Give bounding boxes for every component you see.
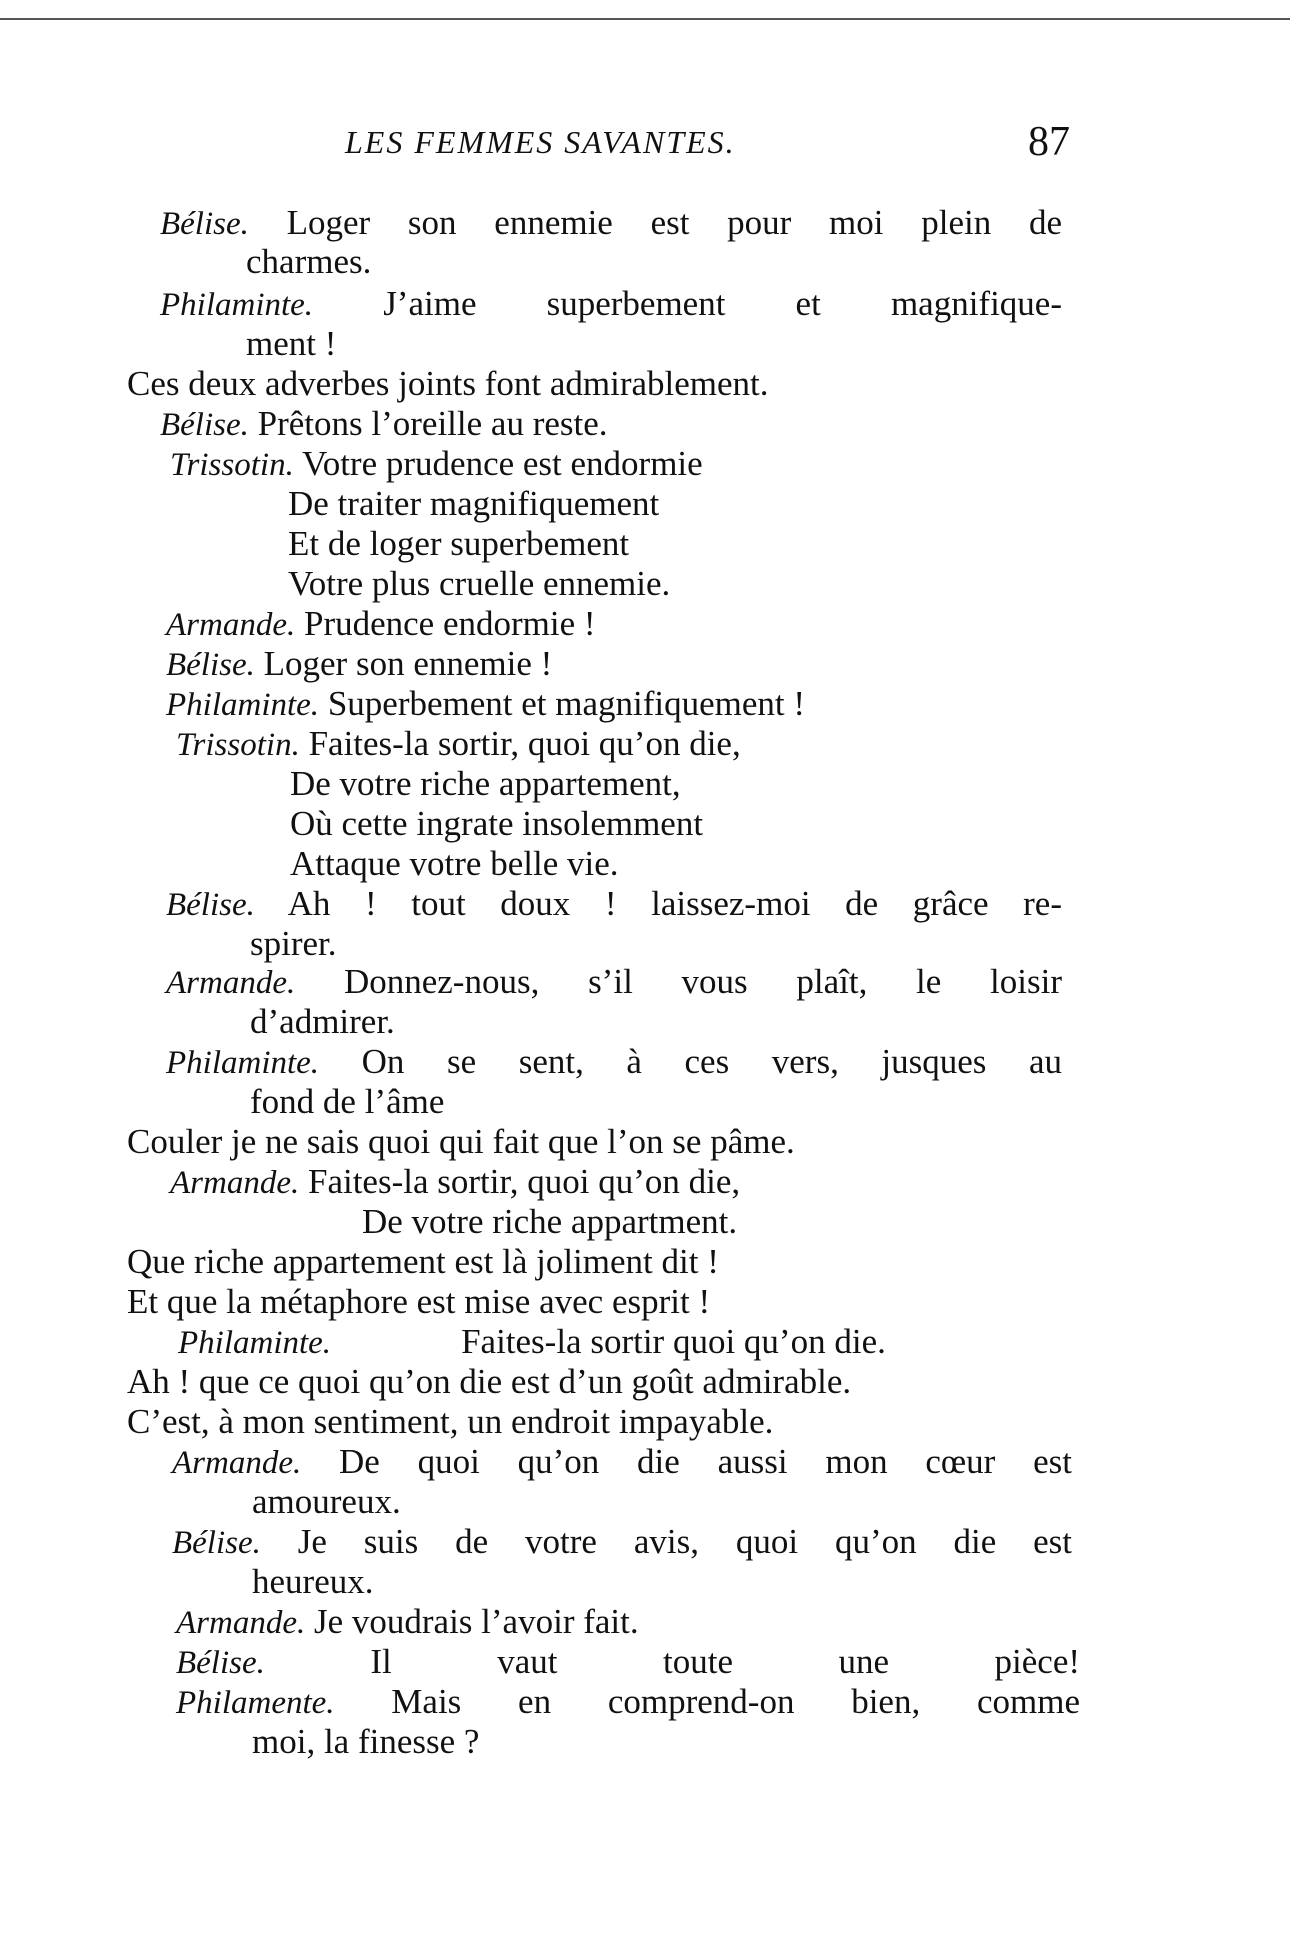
line-text: d’admirer. bbox=[250, 1002, 395, 1041]
text-line bbox=[246, 324, 336, 364]
line-text: Attaque votre belle vie. bbox=[290, 844, 619, 883]
text-line bbox=[166, 604, 596, 644]
speaker-name: Armande. bbox=[166, 965, 296, 1001]
text-line bbox=[290, 804, 703, 844]
speaker-name: Bélise. bbox=[176, 1645, 265, 1681]
text-line bbox=[160, 404, 608, 444]
line-text: Je suis de votre avis, quoi qu’on die est bbox=[260, 1522, 1072, 1561]
line-text: amoureux. bbox=[252, 1482, 401, 1521]
text-line bbox=[127, 1362, 851, 1402]
line-text: Mais en comprend-on bien, comme bbox=[334, 1682, 1080, 1721]
text-line bbox=[176, 1602, 639, 1642]
text-line bbox=[127, 1122, 795, 1162]
line-text: De votre riche appartment. bbox=[362, 1202, 738, 1241]
speaker-name: Armande. bbox=[176, 1605, 306, 1641]
text-line bbox=[176, 1642, 1080, 1682]
text-line bbox=[160, 203, 1062, 243]
text-line bbox=[362, 1202, 737, 1242]
speaker-name: Philaminte. bbox=[166, 1045, 320, 1081]
text-line bbox=[127, 1282, 710, 1322]
line-text: Ces deux adverbes joints font admirablement. bbox=[127, 364, 769, 403]
speaker-name: Bélise. bbox=[166, 887, 255, 923]
speaker-name: Philaminte. bbox=[166, 687, 320, 723]
text-line bbox=[288, 484, 659, 524]
text-line bbox=[250, 1082, 444, 1122]
line-text: Votre prudence est endormie bbox=[293, 444, 703, 483]
text-line bbox=[170, 1162, 740, 1202]
line-text: Et de loger superbement bbox=[288, 524, 630, 563]
text-line bbox=[176, 1682, 1080, 1722]
speaker-name: Bélise. bbox=[160, 407, 249, 443]
line-text: Où cette ingrate insolemment bbox=[290, 804, 704, 843]
line-text: Il vaut toute une pièce! bbox=[370, 1642, 1081, 1681]
line-text: Faites-la sortir quoi qu’on die. bbox=[461, 1322, 886, 1361]
text-line bbox=[170, 444, 703, 484]
text-line bbox=[127, 1242, 719, 1282]
line-text: Je voudrais l’avoir fait. bbox=[305, 1602, 639, 1641]
speaker-name: Armande. bbox=[170, 1165, 300, 1201]
line-text: Loger son ennemie est pour moi plein de bbox=[248, 203, 1062, 242]
text-line bbox=[172, 1442, 1072, 1482]
text-line bbox=[252, 1482, 401, 1522]
speaker-name: Philaminte. bbox=[160, 287, 314, 323]
text-line bbox=[252, 1562, 373, 1602]
line-text: J’aime superbement et magnifique- bbox=[313, 284, 1062, 323]
line-text: Votre plus cruelle ennemie. bbox=[288, 564, 671, 603]
speaker-name: Armande. bbox=[166, 607, 296, 643]
line-text: heureux. bbox=[252, 1562, 374, 1601]
text-line bbox=[288, 524, 629, 564]
text-line bbox=[166, 962, 1062, 1002]
line-text: Ah ! que ce quoi qu’on die est d’un goût admirable. bbox=[127, 1362, 852, 1401]
speaker-name: Bélise. bbox=[172, 1525, 261, 1561]
line-text: Faites-la sortir, quoi qu’on die, bbox=[299, 1162, 741, 1201]
line-text: fond de l’âme bbox=[250, 1082, 445, 1121]
text-line bbox=[166, 684, 805, 724]
text-line bbox=[250, 1002, 395, 1042]
line-text: De quoi qu’on die aussi mon cœur est bbox=[301, 1442, 1072, 1481]
text-line bbox=[290, 844, 618, 884]
line-text: Superbement et magnifiquement ! bbox=[319, 684, 806, 723]
line-text: Ah ! tout doux ! laissez-moi de grâce re- bbox=[254, 884, 1062, 923]
line-text: De votre riche appartement, bbox=[290, 764, 681, 803]
line-text: ment ! bbox=[246, 324, 337, 363]
line-text: Et que la métaphore est mise avec esprit ! bbox=[127, 1282, 711, 1321]
text-line bbox=[127, 1402, 773, 1442]
line-text: Faites-la sortir, quoi qu’on die, bbox=[299, 724, 741, 763]
text-line bbox=[127, 364, 769, 404]
speaker-name: Philaminte. bbox=[178, 1325, 332, 1361]
text-line bbox=[252, 1722, 479, 1762]
text-line bbox=[250, 924, 337, 964]
text-line bbox=[288, 564, 670, 604]
speaker-name: Bélise. bbox=[166, 647, 255, 683]
page-number: 87 bbox=[1028, 119, 1070, 165]
line-text: charmes. bbox=[246, 242, 372, 281]
speaker-name: Trissotin. bbox=[170, 447, 294, 483]
line-text: On se sent, à ces vers, jusques au bbox=[319, 1042, 1062, 1081]
line-text: Que riche appartement est là joliment dit ! bbox=[127, 1242, 719, 1281]
text-line bbox=[176, 724, 741, 764]
line-text: moi, la finesse ? bbox=[252, 1722, 480, 1761]
text-line bbox=[166, 644, 552, 684]
text-line bbox=[172, 1522, 1072, 1562]
line-text: spirer. bbox=[250, 924, 337, 963]
text-line bbox=[178, 1322, 886, 1362]
text-line bbox=[290, 764, 681, 804]
line-text: C’est, à mon sentiment, un endroit impayable. bbox=[127, 1402, 774, 1441]
line-text: Prêtons l’oreille au reste. bbox=[248, 404, 608, 443]
text-line bbox=[166, 1042, 1062, 1082]
text-line bbox=[166, 884, 1062, 924]
line-text: Couler je ne sais quoi qui fait que l’on se pâme. bbox=[127, 1122, 795, 1161]
text-line bbox=[160, 284, 1062, 324]
running-title: LES FEMMES SAVANTES. bbox=[345, 124, 736, 160]
line-text: Prudence endormie ! bbox=[295, 604, 596, 643]
line-text: Donnez-nous, s’il vous plaît, le loisir bbox=[295, 962, 1062, 1001]
speaker-name: Armande. bbox=[172, 1445, 302, 1481]
speaker-name: Bélise. bbox=[160, 206, 249, 242]
text-line bbox=[246, 242, 371, 282]
line-text: Loger son ennemie ! bbox=[254, 644, 553, 683]
speaker-name: Trissotin. bbox=[176, 727, 300, 763]
speaker-name: Philamente. bbox=[176, 1685, 335, 1721]
line-text: De traiter magnifiquement bbox=[288, 484, 660, 523]
